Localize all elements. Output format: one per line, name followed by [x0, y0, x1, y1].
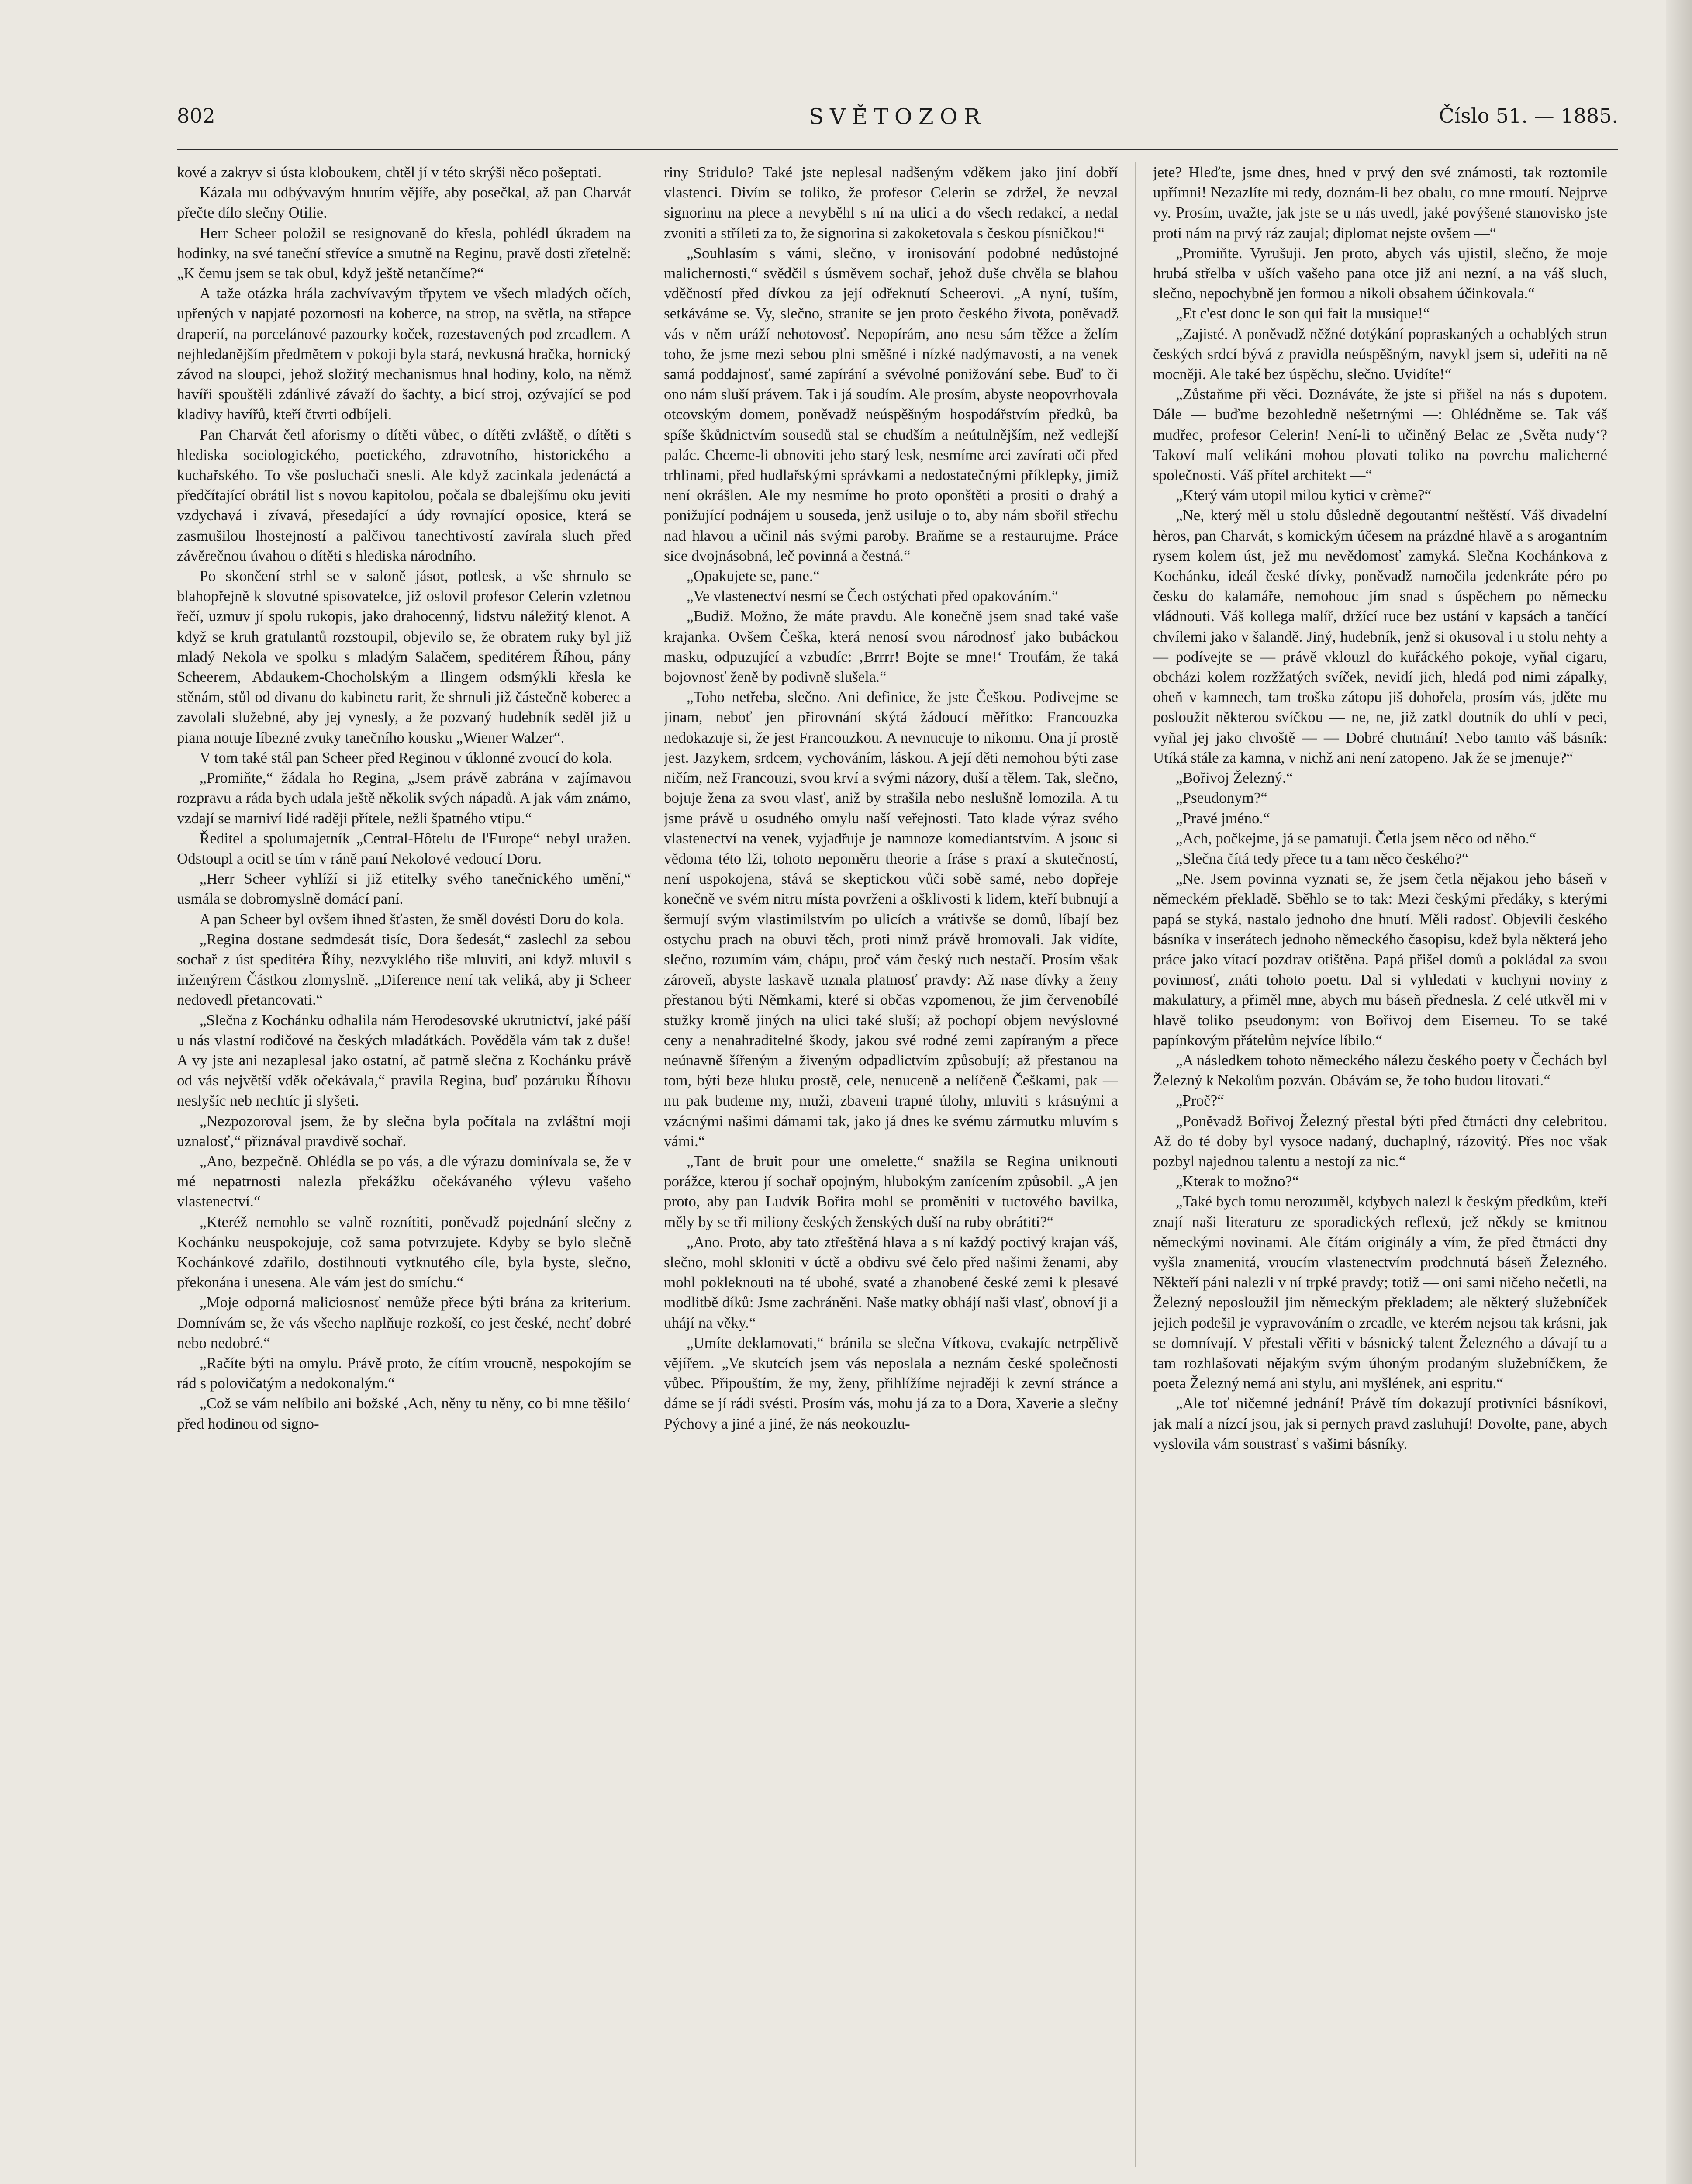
paragraph: „Toho netřeba, slečno. Ani definice, že jste Češkou. Podivejme se jinam, neboť jen přirovnání skýtá žádoucí měřítko: Francouzka nedokazuje si, že jest Francouzkou. A nevnucuje to nikomu. Ona jí prostě jest. Jazykem, srdcem, vychováním, láskou. A její děti nemohou býti zase ničím, než Francouzi, svou krví a svými názory, duší a tělem. Tak, slečno, bojuje žena za svou vlasť, aniž by strašila nebo neslušně lomozila. A tu jsme právě u osudného omylu naší veřejnosti. Tato klade výraz svého vlastenectví na venek, vyjadřuje je namnoze komediantstvím. A jsouc si vědoma této lži, tohoto nepoměru theorie a fráse s praxí a skutečností, není uspokojena, stává se skeptickou vůči sobě samé, nebo dopřeje konečně ve svém nitru místa povrženi a ošklivosti k lidem, kteří bubnují a šermují svým vlastimilstvím po ulicích a vrátivše se domů, líbají bez ostychu prach na obuvi těch, proti nimž právě hromovali. Jak vidíte, slečno, rozumím vám, chápu, proč vám český ruch nestačí. Prosím však zároveň, abyste laskavě uznala platnosť pravdy: Až nase dívky a ženy přestanou býti Němkami, které si občas vzpomenou, že jim červenobílé stužky kromě jiných na ulici také sluší; až pochopí objem nevýslovné ceny a nenahraditelné škody, jakou své rodné zemi zapíraným a přece neúnavně šířeným a živeným odpadlictvím způsobují; až přestanou na tom, býti beze hluku prostě, cele, nenuceně a nelíčeně Češkami, pak — nu pak budeme my, muži, zbaveni trapné úlohy, mluviti s krásnými a vzácnými našimi dámami tak, jako já dnes ke svému zármutku mluvím s vámi.“: [664, 688, 1118, 1150]
paragraph: Pan Charvát četl aforismy o dítěti vůbec, o dítěti zvláště, o dítěti s hlediska sociologického, poetického, zdravotního, historického a kuchařského. To vše posluchači snesli. Ale když zacinkala jedenáctá a předčítající obrátil list s novou kapitolou, počala se dbalejšímu oku jeviti vzdychavá i zívavá, přesedající a údy rovnající oposice, která se zasmušilou lhostejností a palčivou tanechtivostí zavírala sluch před závěrečnou úvahou o dítěti s hlediska národního.: [177, 426, 631, 564]
paragraph: „Opakujete se, pane.“: [687, 567, 820, 585]
paragraph: „Kteréž nemohlo se valně roznítiti, poněvadž pojednání slečny z Kochánku neuspokojuje, což sama potvrzujete. Kdyby se bylo slečně Kochánkové zdařilo, dostihnouti vytknutého cíle, byla byste, slečno, překonána i unesena. Ale vám jest do smíchu.“: [177, 1213, 631, 1291]
paragraph: „Zajisté. A poněvadž něžné dotýkání popraskaných a ochablých strun českých srdcí bývá z pravidla neúspěšným, navykl jsem si, udeřiti na ně mocněji. Ale také bez úspěchu, slečno. Uvidíte!“: [1153, 325, 1607, 383]
paragraph: Po skončení strhl se v saloně jásot, potlesk, a vše shrnulo se blahopřejně k slovutné spisovatelce, již oslovil profesor Celerin vzletnou řečí, uzmuv jí spolu rukopis, jako drahocenný, lidstvu náležitý klenot. A když se kruh gratulantů rozstoupil, objevilo se, že obratem ruky byl již mladý Nekola ve spolku s mladým Salačem, speditérem Říhou, pány Scheerem, Abdaukem-Chocholským a Ilingem odsmýkli křesla ke stěnám, stůl od divanu do kabinetu rarit, že shrnuli již částečně koberec a zavolali služebné, aby jej vynesly, a že pozvaný hudebník seděl již u piana notuje líbezné zvuky tanečního kousku „Wiener Walzer“.: [177, 567, 631, 746]
paragraph: „Ano, bezpečně. Ohlédla se po vás, a dle výrazu dominívala se, že v mé nepatrnosti nalezla překážku očekávaného výlevu vašeho vlastenectví.“: [177, 1152, 631, 1210]
page-edge-shadow: [1666, 0, 1692, 2184]
paragraph: jete? Hleďte, jsme dnes, hned v prvý den své známosti, tak roztomile upřímni! Nezazlíte mi tedy, doznám-li bez obalu, co mne rmoutí. Nejprve vy. Prosím, uvažte, jak jste se u nás uvedl, jaké povýšené stanovisko jste proti nám na prvý ráz zaujal; diplomat nejste ovšem —“: [1153, 164, 1607, 242]
paragraph: „Ne. Jsem povinna vyznati se, že jsem četla nějakou jeho báseň v německém překladě. Sběhlo se to tak: Mezi českými předáky, s kterými papá se styká, nastalo jednoho dne hnutí. Měli radosť. Objevili českého básníka v inserátech jednoho německého časopisu, kdež byla některá jeho práce jako vítací pozdrav otištěna. Papá přišel domů a pokládal za svou povinnosť, znáti tohoto poetu. Dal si vyhledati v kuchyni noviny z makulatury, a přiměl mne, abych mu báseň přednesla. Z celé utkvěl mi v hlavě toliko pseudonym: von Bořivoj dem Eiserneu. To se také papínkovým přátelům nejvíce líbilo.“: [1153, 870, 1607, 1049]
paragraph: „Ach, počkejme, já se pamatuji. Četla jsem něco od něho.“: [1176, 829, 1537, 847]
paragraph: „Kterak to možno?“: [1176, 1173, 1299, 1190]
text-column-2: [664, 162, 1118, 2167]
page-number: 802: [177, 104, 215, 128]
paragraph: V tom také stál pan Scheer před Reginou v úklonné zvoucí do kola.: [200, 749, 613, 766]
paragraph: Ředitel a spolumajetník „Central-Hôtelu de l'Europe“ nebyl uražen. Odstoupl a ocitl se tím v ráně paní Nekolové vedoucí Doru.: [177, 829, 631, 867]
paragraph: „Promiňte,“ žádala ho Regina, „Jsem právě zabrána v zajímavou rozpravu a ráda bych udala ještě několik svých nápadů. A jak vám známo, vzdají se marniví lidé raději přítele, nežli špatného vtipu.“: [177, 769, 631, 827]
paragraph: „Ale toť ničemné jednání! Právě tím dokazují protivníci básníkovi, jak malí a nízcí jsou, jak si pernych pravd zasluhují! Dovolte, pane, abych vyslovila vám soustrasť s vašimi básníky.: [1153, 1395, 1607, 1452]
header-rule: [177, 149, 1618, 150]
paragraph: „Pseudonym?“: [1176, 789, 1267, 807]
paragraph: A pan Scheer byl ovšem ihned šťasten, že směl dovésti Doru do kola.: [200, 910, 624, 928]
paragraph: kové a zakryv si ústa kloboukem, chtěl jí v této skrýši něco pošeptati.: [177, 164, 602, 181]
paragraph: „Slečna z Kochánku odhalila nám Herodesovské ukrutnictví, jaké páší u nás vlastní rodičové na českých mladátkách. Pověděla vám tak z duše! A vy jste ani nezaplesal jako ostatní, ač patrně slečna z Kochánku právě od vás největší vděk očekávala,“ pravila Regina, buď pozáruku Říhovu neslyšíc neb nechtíc ji slyšeti.: [177, 1011, 631, 1109]
paragraph: „Souhlasím s vámi, slečno, v ironisování podobné nedůstojné malichernosti,“ svědčil s úsměvem sochař, jehož duše chvěla se blahou vděčností před dívkou za její odřeknutí Scheerovi. „A nyní, tuším, setkáváme se. Vy, slečno, stranite se jen proto českého života, poněvadž vás v něm uráží nehotovosť. Nepopírám, ano nesu sám těžce a želím toho, že jsme mezi sebou plni směšné i nízké nadýmavosti, a na venek samá poddajnosť, samé zapírání a svévolné ponižování sebe. Buď to či ono nám sluší právem. Tak i já soudím. Ale prosím, abyste neopovrhovala otcovským domem, poněvadž neúspěšným hospodářstvím předků, ba spíše škůdnictvím sousedů stal se chudším a neútulnějším, než vedlejší palác. Chceme-li obnoviti jeho starý lesk, nesmíme arci zavírati oči před trhlinami, před hudlařskými správkami a nedostatečnými příklepky, jimiž není okrášlen. Ale my nesmíme ho proto oponštěti a prositi o drahý a ponižující podnájem u souseda, jenž usiluje o to, aby nám sbořil střechu nad hlavou a učinil nás svými paroby. Braňme se a restaurujme. Práce sice dvojnásobná, leč povinná a čestná.“: [664, 244, 1118, 564]
paragraph: „Tant de bruit pour une omelette,“ snažila se Regina uniknouti porážce, kterou jí sochař opojným, hlubokým zanícením způsobil. „A jen proto, aby pan Ludvík Bořita mohl se proměniti v tuctového bavilka, měly by se tři miliony českých ženských duší na ruby obrátiti?“: [664, 1152, 1118, 1230]
page-header: [177, 104, 1618, 135]
paragraph: „Ano. Proto, aby tato ztřeštěná hlava a s ní každý poctivý krajan váš, slečno, mohl skloniti v úctě a obdivu své čelo před našimi ženami, aby mohl pokleknouti na té ubohé, svaté a zhanobené české zemi k plesavé modlitbě díků: Jsme zachráněni. Naše matky obhájí naši vlasť, obnoví ji a uhájí na věky.“: [664, 1233, 1118, 1331]
paragraph: „Umíte deklamovati,“ bránila se slečna Vítkova, cvakajíc netrpělivě vějířem. „Ve skutcích jsem vás neposlala a neznám české společnosti vůbec. Připouštím, že my, ženy, přihlížíme nejraději k zevní stránce a dáme se jí rádi svésti. Prosím vás, mohu já za to a Dora, Xaverie a slečny Pýchovy a jiné a jiné, že nás neokouzlu-: [664, 1334, 1118, 1432]
paragraph: „Promiňte. Vyrušuji. Jen proto, abych vás ujistil, slečno, že moje hrubá střelba v uších vašeho pana otce již ani nezní, a na váš sluch, slečno, nepochybně jen formou a nikoli obsahem účinkovala.“: [1153, 244, 1607, 302]
paragraph: „Račíte býti na omylu. Právě proto, že cítím vroucně, nespokojím se rád s polovičatým a nedokonalým.“: [177, 1354, 631, 1392]
paragraph: riny Stridulo? Také jste neplesal nadšeným vděkem jako jiní dobří vlastenci. Divím se toliko, že profesor Celerin se zdržel, že nevzal signorinu na plece a nevyběhl s ní na ulici a do všech redakcí, a nedal zvoniti a stříleti za to, že signorina si zakoketovala s českou písničkou!“: [664, 164, 1118, 242]
paragraph: „Slečna čítá tedy přece tu a tam něco českého?“: [1176, 850, 1469, 867]
paragraph: „Ve vlastenectví nesmí se Čech ostýchati před opakováním.“: [687, 587, 1059, 605]
paragraph: A taže otázka hrála zachvívavým třpytem ve všech mladých očích, upřených v napjaté pozornosti na koberce, na strop, na světla, na střapce draperií, na porcelánové pazourky koček, rozestavených pod zrcadlem. A nejhledanějším předmětem v pokoji byla stará, nevkusná hračka, hornický závod na sloupci, jehož složitý mechanismus hnal hodiny, kolo, na němž havíři spouštěli zdánlivé závaží do šachty, a bicí stroj, ozývající se pod kladivy havířů, kteří čtvrti odbíjeli.: [177, 285, 631, 423]
paragraph: „Proč?“: [1176, 1092, 1224, 1109]
column-divider: [1135, 162, 1136, 2167]
paragraph: „Moje odporná maliciosnosť nemůže přece býti brána za kriterium. Domnívám se, že vás všecho naplňuje rozkoší, co jest české, nechť dobré nebo nedobré.“: [177, 1294, 631, 1351]
paragraph: „Budiž. Možno, že máte pravdu. Ale konečně jsem snad také vaše krajanka. Ovšem Češka, která nenosí svou národnosť jako bubáckou masku, odpuzující a vzbudíc: ‚Brrrr! Bojte se mne!‘ Troufám, že taká bojovnosť ženě by podivně slušela.“: [664, 608, 1118, 686]
text-column-3: [1153, 162, 1607, 2167]
paragraph: „Nezpozoroval jsem, že by slečna byla počítala na zvláštní moji uznalosť,“ přiznával pravdivě sochař.: [177, 1112, 631, 1150]
paragraph: „Ne, který měl u stolu důsledně degoutantní neštěstí. Váš divadelní hèros, pan Charvát, s komickým účesem na prázdné hlavě a s arogantním rysem kolem úst, jež mu nevědomosť zamyká. Slečna Kochánkova z Kochánku, ideál české dívky, poněvadž namočila jedenkráte péro po česku do kalamáře, nemohouc jím snad s úspěchem po německu vládnouti. Váš kollega malíř, držící ruce bez ustání v kapsách a tančící chvílemi jako v šalandě. Jiný, hudebník, jenž si okusoval i u stolu nehty a — podívejte se — právě vklouzl do kuřáckého pokoje, vyňal cigaru, obcházi kolem rozžžatých svíček, nevidí jich, hledá pod nimi zápalky, oheň v kamnech, tam troška zátopu jiš dohořela, prosím vás, jděte mu posloužit některou svíčkou — ne, ne, již zatkl doutník do uhlí v peci, vyňal jej jako chvoště — — Dobré chutnání! Nebo tamto váš básník: Utíká stále za kamna, v nichž ani není zatopeno. Jak že se jmenuje?“: [1153, 507, 1607, 766]
paragraph: „A následkem tohoto německého nálezu českého poety v Čechách byl Železný k Nekolům pozván. Obávám se, že toho budou litovati.“: [1153, 1051, 1607, 1089]
text-column-1: [177, 162, 631, 2167]
paragraph: Herr Scheer položil se resignovaně do křesla, pohlédl úkradem na hodinky, na své taneční střevíce a smutně na Reginu, pravě dosti zřetelně: „K čemu jsem se tak obul, když ještě netančíme?“: [177, 224, 631, 282]
paragraph: „Herr Scheer vyhlíží si již etitelky svého tanečnického umění,“ usmála se dobromyslně domácí paní.: [177, 870, 631, 908]
paragraph: „Bořivoj Železný.“: [1176, 769, 1293, 787]
paragraph: „Což se vám nelíbilo ani božské ‚Ach, něny tu něny, co bi mne těšilo‘ před hodinou od signo-: [177, 1395, 631, 1432]
paragraph: „Poněvadž Bořivoj Železný přestal býti před čtrnácti dny celebritou. Až do té doby byl vysoce nadaný, duchaplný, rázovitý. Přes noc však pozbyl najednou talentu a nestojí za nic.“: [1153, 1112, 1607, 1170]
paragraph: „Také bych tomu nerozuměl, kdybych nalezl k českým předkům, kteří znají naši literaturu ze sporadických reflexů, jež někdy se kmitnou německými novinami. Ale čítám originály a vím, že před čtrnácti dny vyšla znamenitá, vroucím vlastenectvím prodchnutá báseň Železného. Někteří páni nalezli v ní trpké pravdy; totiž — oni sami ničeho nečetli, na Železný neposloužil jim německým překladem; ale některý služebníček jejich podešil je vypravováním o zrcadle, ve kterém nejsou tak krásni, jak se domnívají. V přestali věřiti v básnický talent Železného a dávají tu a tam rozhlašovati nějakým svým úhoným prodaným služebníčkem, že poeta Železný nemá ani stylu, ani myšlének, ani espritu.“: [1153, 1193, 1607, 1392]
paragraph: „Regina dostane sedmdesát tisíc, Dora šedesát,“ zaslechl za sebou sochař z úst speditéra Říhy, nezvyklého tiše mluviti, ani když mluvil s inženýrem Částkou zlomyslně. „Diference není tak veliká, aby ji Scheer nedovedl přetancovati.“: [177, 930, 631, 1009]
paragraph: „Pravé jméno.“: [1176, 809, 1270, 827]
paragraph: Kázala mu odbývavým hnutím vějíře, aby posečkal, až pan Charvát přečte dílo slečny Otilie.: [177, 184, 631, 221]
paragraph: „Který vám utopil milou kytici v crème?“: [1176, 487, 1432, 504]
issue-number: Číslo 51. — 1885.: [1439, 104, 1618, 128]
magazine-title: SVĚTOZOR: [808, 104, 987, 129]
paragraph: „Et c'est donc le son qui fait la musique!“: [1176, 305, 1430, 322]
paragraph: „Zůstaňme při věci. Doznáváte, že jste si přišel na nás s dupotem. Dále — buďme bezohledně nešetrnými —: Ohlédněme se. Tak váš mudřec, profesor Celerin! Není-li to učiněný Belac ze ‚Světa nudy‘? Takoví malí velikáni mohou plovati toliko na povrchu malicherné společnosti. Váš přítel architekt —“: [1153, 386, 1607, 484]
